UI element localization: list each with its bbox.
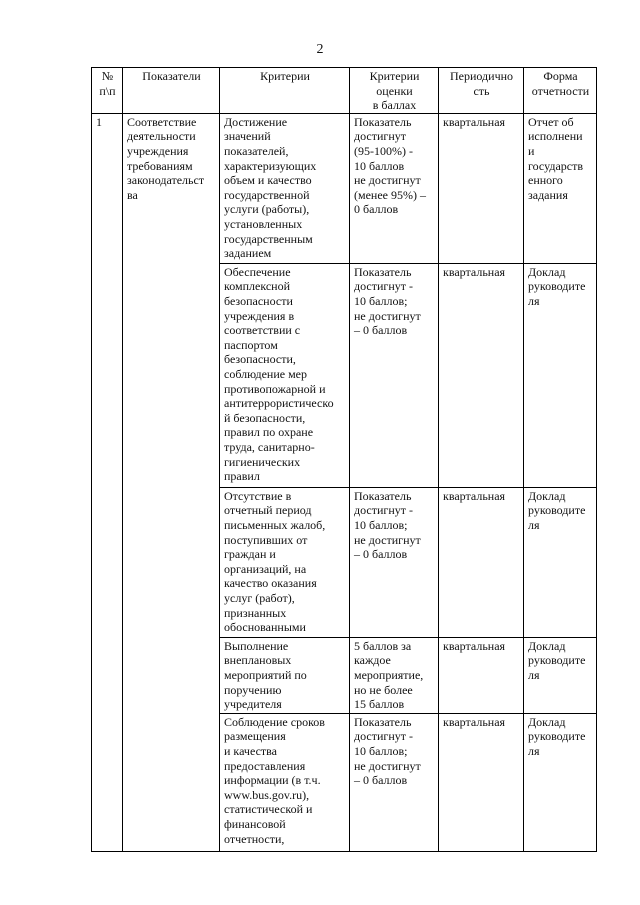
score-cell: Показатель достигнут (95-100%) - 10 баллов не достигнут (менее 95%) – 0 баллов	[350, 113, 439, 263]
indicator-cell: Соответствие деятельности учреждения требованиям законодательст ва	[123, 113, 220, 851]
header-score-criteria: Критерии оценки в баллах	[350, 68, 439, 114]
header-criteria: Критерии	[220, 68, 350, 114]
criterion-cell: Выполнение внеплановых мероприятий по поручению учредителя	[220, 637, 350, 713]
criterion-cell: Отсутствие в отчетный период письменных жалоб, поступивших от граждан и организаций, на качество оказания услуг (работ), признанных обоснованными	[220, 487, 350, 637]
score-cell: Показатель достигнут - 10 баллов; не достигнут – 0 баллов	[350, 487, 439, 637]
period-cell: квартальная	[439, 487, 524, 637]
criteria-table	[91, 67, 597, 852]
row-number-cell: 1	[92, 113, 123, 851]
table-row	[92, 113, 597, 263]
table-header-row	[92, 68, 597, 114]
score-cell: Показатель достигнут - 10 баллов; не достигнут – 0 баллов	[350, 713, 439, 851]
score-cell: Показатель достигнут - 10 баллов; не достигнут – 0 баллов	[350, 263, 439, 487]
criterion-cell: Обеспечение комплексной безопасности учреждения в соответствии с паспортом безопасности, соблюдение мер противопожарной и антитеррористическо й безопасности, правил по охране труда, санитарно- гигиенических правил	[220, 263, 350, 487]
score-cell: 5 баллов за каждое мероприятие, но не более 15 баллов	[350, 637, 439, 713]
header-report-form: Форма отчетности	[524, 68, 597, 114]
period-cell: квартальная	[439, 713, 524, 851]
period-cell: квартальная	[439, 113, 524, 263]
report-cell: Доклад руководите ля	[524, 487, 597, 637]
report-cell: Доклад руководите ля	[524, 263, 597, 487]
report-cell: Доклад руководите ля	[524, 713, 597, 851]
header-number: № п\п	[92, 68, 123, 114]
header-periodicity: Периодично сть	[439, 68, 524, 114]
page-number: 2	[316, 42, 324, 57]
criterion-cell: Достижение значений показателей, характеризующих объем и качество государственной услуги (работы), установленных государственным заданием	[220, 113, 350, 263]
period-cell: квартальная	[439, 263, 524, 487]
period-cell: квартальная	[439, 637, 524, 713]
criterion-cell: Соблюдение сроков размещения и качества предоставления информации (в т.ч. www.bus.gov.ru), статистической и финансовой отчетности,	[220, 713, 350, 851]
report-cell: Отчет об исполнени и государств енного задания	[524, 113, 597, 263]
header-indicators: Показатели	[123, 68, 220, 114]
report-cell: Доклад руководите ля	[524, 637, 597, 713]
